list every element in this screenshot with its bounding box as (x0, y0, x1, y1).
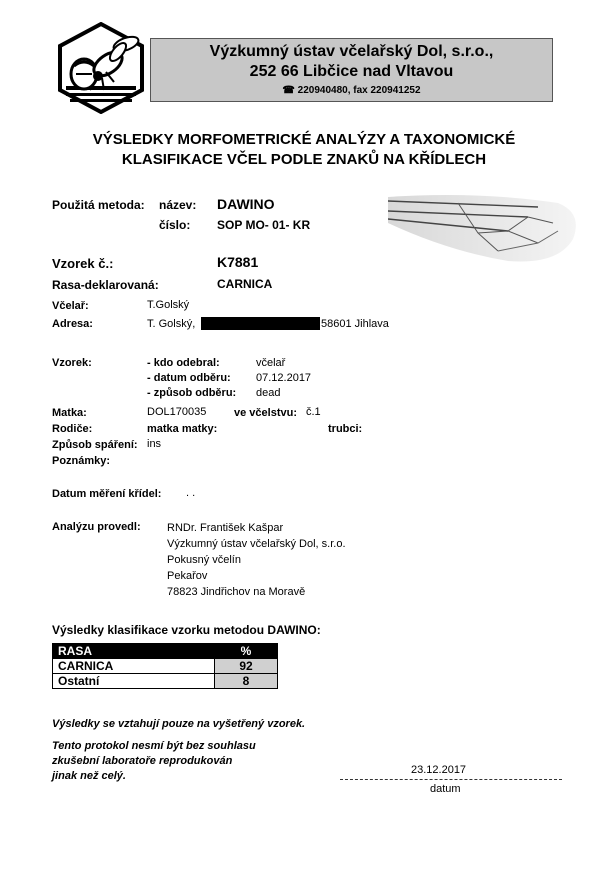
measure-date-label: Datum měření křídel: (52, 488, 162, 500)
parents-mother-label: matka matky: (147, 423, 218, 435)
analysis-label: Analýzu provedl: (52, 521, 141, 533)
breed-label: Rasa-deklarovaná: (52, 278, 159, 292)
table-row (53, 659, 278, 674)
address-value-end: 58601 Jihlava (321, 318, 389, 330)
row-breed: CARNICA (53, 659, 215, 674)
signature-line (340, 779, 562, 780)
analysis-line: Pokusný včelín (167, 554, 241, 566)
results-heading: Výsledky klasifikace vzorku metodou DAWINO: (52, 623, 321, 637)
address-label: Adresa: (52, 318, 93, 330)
footer-note2-line: zkušební laboratoře reprodukován (52, 755, 233, 767)
footer-note1: Výsledky se vztahují pouze na vyšetřený vzorek. (52, 718, 306, 730)
method-name-value: DAWINO (217, 196, 275, 212)
footer-note2-line: jinak než celý. (52, 770, 126, 782)
table-row (53, 674, 278, 689)
row-breed: Ostatní (53, 674, 215, 689)
method-number-value: SOP MO- 01- KR (217, 218, 311, 232)
row-pct: 8 (215, 674, 278, 689)
analysis-line: RNDr. František Kašpar (167, 522, 284, 534)
beekeeper-label: Včelař: (52, 300, 89, 312)
sampling-who-value: včelař (256, 357, 286, 369)
address-redaction (201, 317, 320, 330)
footer-note2-line: Tento protokol nesmí být bez souhlasu (52, 740, 256, 752)
footer-note2 (52, 739, 256, 784)
notes-label: Poznámky: (52, 455, 111, 467)
address-value-start: T. Golský, (147, 318, 196, 330)
report-title-line1: VÝSLEDKY MORFOMETRICKÉ ANALÝZY A TAXONOMICKÉ (92, 131, 516, 148)
institute-name: Výzkumný ústav včelařský Dol, s.r.o., (209, 43, 494, 60)
report-title (40, 130, 568, 170)
method-label: Použitá metoda: (52, 198, 145, 212)
bee-wing-icon (388, 193, 580, 267)
parents-label: Rodiče: (52, 423, 93, 435)
bee-logo-icon (56, 22, 146, 114)
mating-label: Způsob spáření: (52, 439, 138, 451)
sample-label: Vzorek č.: (52, 256, 114, 271)
sampling-method-label: - způsob odběru: (147, 387, 237, 399)
footer-date-label: datum (430, 783, 461, 795)
footer-date-value: 23.12.2017 (411, 764, 467, 776)
analysis-line: 78823 Jindřichov na Moravě (167, 586, 306, 598)
sampling-date-label: - datum odběru: (147, 372, 231, 384)
row-pct: 92 (215, 659, 278, 674)
queen-colony-label: ve včelstvu: (234, 407, 297, 419)
beekeeper-value: T.Golský (147, 299, 190, 311)
sampling-label: Vzorek: (52, 357, 92, 369)
col-pct: % (215, 644, 278, 659)
parents-drones-label: trubci: (328, 423, 363, 435)
method-name-label: název: (159, 198, 197, 212)
analysis-line: Pekařov (167, 570, 208, 582)
sample-value: K7881 (217, 254, 259, 270)
results-table (52, 643, 278, 689)
sampling-who-label: - kdo odebral: (147, 357, 220, 369)
sampling-method-value: dead (256, 387, 281, 399)
queen-colony-value: č.1 (306, 406, 321, 418)
mating-value: ins (147, 438, 162, 450)
results-table-header (53, 644, 278, 659)
report-title-line2: KLASIFIKACE VČEL PODLE ZNAKŮ NA KŘÍDLECH (121, 151, 487, 168)
institute-address: 252 66 Libčice nad Vltavou (249, 63, 454, 80)
queen-label: Matka: (52, 407, 87, 419)
col-breed: RASA (53, 644, 215, 659)
header-box (150, 38, 553, 102)
institute-contact: ☎ 220940480, fax 220941252 (282, 85, 421, 96)
queen-value: DOL170035 (147, 406, 207, 418)
measure-date-value: . . (186, 487, 196, 499)
analysis-lines (167, 520, 346, 600)
method-number-label: číslo: (159, 218, 191, 232)
analysis-line: Výzkumný ústav včelařský Dol, s.r.o. (167, 538, 346, 550)
sampling-date-value: 07.12.2017 (256, 372, 312, 384)
breed-value: CARNICA (217, 277, 273, 291)
